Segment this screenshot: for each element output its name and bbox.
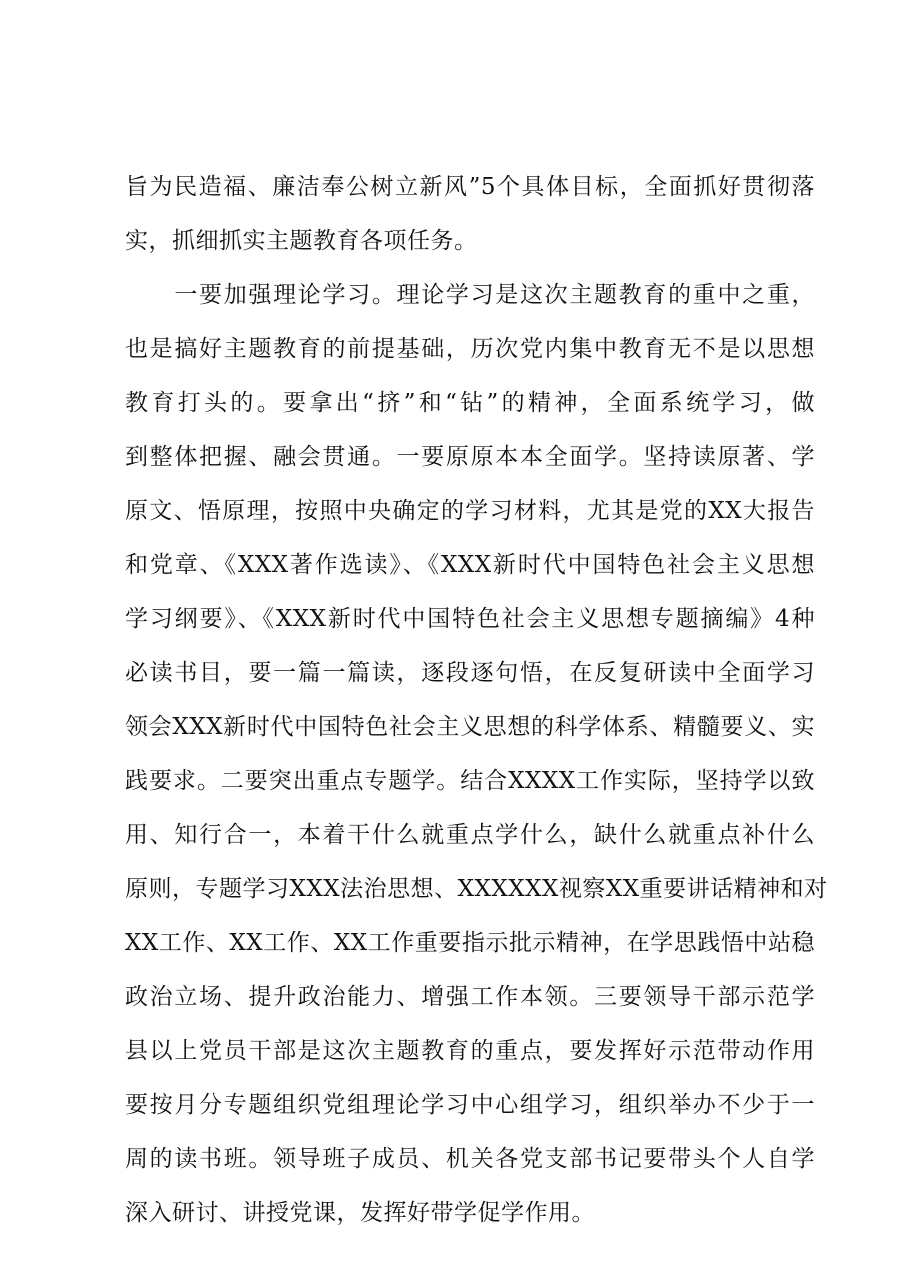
text-line: 政治立场、提升政治能力、增强工作本领。三要领导干部示范学	[125, 984, 815, 1010]
text-line: 也是搞好主题教育的前提基础，历次党内集中教育无不是以思想	[125, 336, 815, 362]
text-line: 原文、悟原理，按照中央确定的学习材料，尤其是党的XX大报告	[125, 498, 815, 524]
text-line: 要按月分专题组织党组理论学习中心组学习，组织举办不少于一	[125, 1092, 815, 1118]
text-line: 原则，专题学习XXX法治思想、XXXXXX视察XX重要讲话精神和对	[125, 876, 828, 902]
text-line: 践要求。二要突出重点专题学。结合XXXX工作实际，坚持学以致	[125, 768, 815, 794]
text-line: 学习纲要》、《XXX新时代中国特色社会主义思想专题摘编》4种	[125, 606, 815, 632]
text-line: 教育打头的。要拿出“挤”和“钻”的精神，全面系统学习，做	[125, 390, 815, 416]
text-line: 必读书目，要一篇一篇读，逐段逐句悟，在反复研读中全面学习	[125, 660, 815, 686]
text-line: 深入研讨、讲授党课，发挥好带学促学作用。	[125, 1200, 595, 1226]
text-line: 一要加强理论学习。理论学习是这次主题教育的重中之重，	[125, 282, 815, 308]
body-text	[125, 160, 828, 1240]
text-line: 旨为民造福、廉洁奉公树立新风”5个具体目标，全面抓好贯彻落	[125, 174, 815, 200]
text-line: 实，抓细抓实主题教育各项任务。	[125, 228, 478, 254]
text-line: 领会XXX新时代中国特色社会主义思想的科学体系、精髓要义、实	[125, 714, 815, 740]
text-line: 和党章、《XXX著作选读》、《XXX新时代中国特色社会主义思想	[125, 552, 815, 578]
text-line: XX工作、XX工作、XX工作重要指示批示精神，在学思践悟中站稳	[125, 930, 815, 956]
text-line: 到整体把握、融会贯通。一要原原本本全面学。坚持读原著、学	[125, 444, 815, 470]
text-line: 周的读书班。领导班子成员、机关各党支部书记要带头个人自学	[125, 1146, 815, 1172]
text-line: 县以上党员干部是这次主题教育的重点，要发挥好示范带动作用	[125, 1038, 815, 1064]
text-line: 用、知行合一，本着干什么就重点学什么，缺什么就重点补什么	[125, 822, 815, 848]
